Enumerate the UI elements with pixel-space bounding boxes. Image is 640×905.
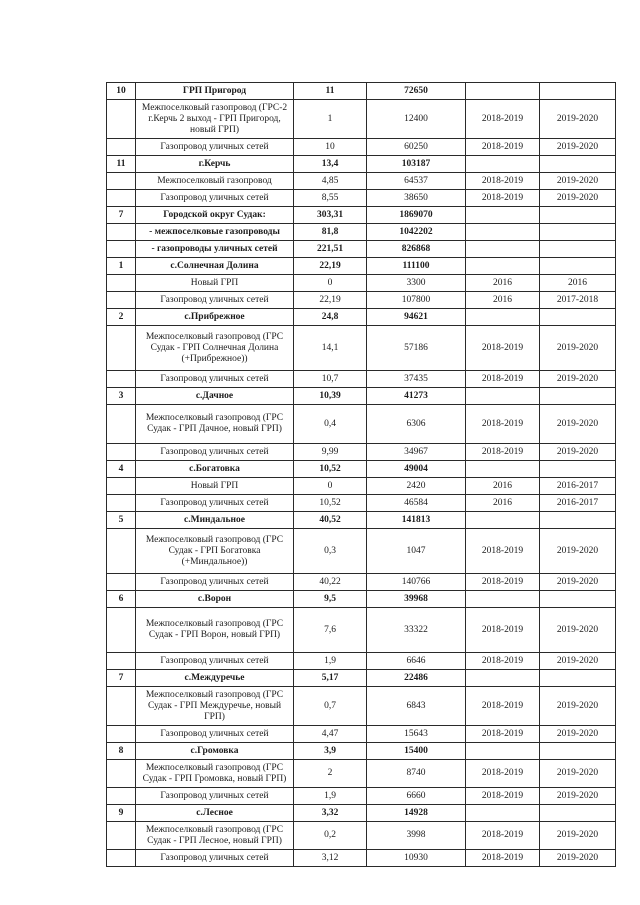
name-cell: с.Солнечная Долина (136, 258, 294, 275)
length-cell: 8,55 (294, 190, 367, 207)
name-cell: Газопровод уличных сетей (136, 495, 294, 512)
name-cell: Газопровод уличных сетей (136, 726, 294, 743)
cost-cell: 140766 (367, 574, 466, 591)
cost-cell: 3998 (367, 822, 466, 850)
length-cell: 4,47 (294, 726, 367, 743)
row-number-cell (107, 224, 136, 241)
design-period-cell: 2018-2019 (466, 850, 540, 867)
table-row (107, 574, 616, 591)
design-period-cell: 2018-2019 (466, 608, 540, 653)
row-number-cell (107, 687, 136, 726)
name-cell: с.Громовка (136, 743, 294, 760)
row-number-cell (107, 495, 136, 512)
table-body (107, 83, 616, 867)
table-row (107, 190, 616, 207)
row-number-cell (107, 371, 136, 388)
table-row (107, 670, 616, 687)
length-cell: 0,4 (294, 405, 367, 444)
name-cell: - газопроводы уличных сетей (136, 241, 294, 258)
construction-period-cell (540, 207, 616, 224)
cost-cell: 111100 (367, 258, 466, 275)
row-number-cell (107, 608, 136, 653)
design-period-cell: 2016 (466, 275, 540, 292)
name-cell: Газопровод уличных сетей (136, 444, 294, 461)
cost-cell: 49004 (367, 461, 466, 478)
cost-cell: 10930 (367, 850, 466, 867)
table-row (107, 653, 616, 670)
length-cell: 14,1 (294, 326, 367, 371)
design-period-cell: 2018-2019 (466, 444, 540, 461)
length-cell: 22,19 (294, 292, 367, 309)
length-cell: 1 (294, 100, 367, 139)
length-cell: 10,39 (294, 388, 367, 405)
row-number-cell (107, 326, 136, 371)
table-row (107, 405, 616, 444)
cost-cell: 6306 (367, 405, 466, 444)
length-cell: 1,9 (294, 788, 367, 805)
row-number-cell (107, 478, 136, 495)
design-period-cell: 2016 (466, 292, 540, 309)
cost-cell: 37435 (367, 371, 466, 388)
construction-period-cell (540, 309, 616, 326)
name-cell: Газопровод уличных сетей (136, 653, 294, 670)
length-cell: 9,5 (294, 591, 367, 608)
length-cell: 22,19 (294, 258, 367, 275)
construction-period-cell: 2019-2020 (540, 574, 616, 591)
cost-cell: 3300 (367, 275, 466, 292)
construction-period-cell: 2019-2020 (540, 326, 616, 371)
construction-period-cell (540, 156, 616, 173)
construction-period-cell: 2019-2020 (540, 139, 616, 156)
construction-period-cell (540, 670, 616, 687)
row-number-cell (107, 726, 136, 743)
row-number-cell (107, 760, 136, 788)
construction-period-cell: 2019-2020 (540, 529, 616, 574)
row-number-cell (107, 529, 136, 574)
cost-cell: 14928 (367, 805, 466, 822)
row-number-cell (107, 788, 136, 805)
cost-cell: 1869070 (367, 207, 466, 224)
name-cell: Газопровод уличных сетей (136, 788, 294, 805)
name-cell: с.Миндальное (136, 512, 294, 529)
cost-cell: 39968 (367, 591, 466, 608)
cost-cell: 12400 (367, 100, 466, 139)
construction-period-cell: 2019-2020 (540, 850, 616, 867)
table-row (107, 760, 616, 788)
table-row (107, 788, 616, 805)
cost-cell: 41273 (367, 388, 466, 405)
length-cell: 11 (294, 83, 367, 100)
table-row (107, 608, 616, 653)
name-cell: Газопровод уличных сетей (136, 574, 294, 591)
cost-cell: 2420 (367, 478, 466, 495)
row-number-cell: 7 (107, 207, 136, 224)
cost-cell: 94621 (367, 309, 466, 326)
row-number-cell: 5 (107, 512, 136, 529)
construction-period-cell: 2019-2020 (540, 726, 616, 743)
length-cell: 81,8 (294, 224, 367, 241)
table-row (107, 139, 616, 156)
table-row (107, 850, 616, 867)
row-number-cell (107, 653, 136, 670)
construction-period-cell: 2017-2018 (540, 292, 616, 309)
table-row (107, 478, 616, 495)
cost-cell: 57186 (367, 326, 466, 371)
name-cell: с.Лесное (136, 805, 294, 822)
design-period-cell (466, 224, 540, 241)
name-cell: Газопровод уличных сетей (136, 139, 294, 156)
row-number-cell: 1 (107, 258, 136, 275)
design-period-cell: 2018-2019 (466, 822, 540, 850)
design-period-cell: 2016 (466, 495, 540, 512)
construction-period-cell: 2019-2020 (540, 822, 616, 850)
name-cell: Новый ГРП (136, 275, 294, 292)
design-period-cell (466, 591, 540, 608)
table-row (107, 241, 616, 258)
row-number-cell: 2 (107, 309, 136, 326)
cost-cell: 107800 (367, 292, 466, 309)
design-period-cell (466, 156, 540, 173)
construction-period-cell (540, 461, 616, 478)
name-cell: Городской округ Судак: (136, 207, 294, 224)
design-period-cell (466, 512, 540, 529)
length-cell: 0,7 (294, 687, 367, 726)
table-row (107, 258, 616, 275)
row-number-cell: 11 (107, 156, 136, 173)
table-row (107, 224, 616, 241)
name-cell: - межпоселковые газопроводы (136, 224, 294, 241)
length-cell: 7,6 (294, 608, 367, 653)
design-period-cell (466, 743, 540, 760)
table-row (107, 100, 616, 139)
length-cell: 10,52 (294, 461, 367, 478)
cost-cell: 103187 (367, 156, 466, 173)
table-row (107, 292, 616, 309)
design-period-cell (466, 805, 540, 822)
name-cell: с.Междуречье (136, 670, 294, 687)
construction-period-cell (540, 224, 616, 241)
cost-cell: 15643 (367, 726, 466, 743)
row-number-cell: 10 (107, 83, 136, 100)
table-row (107, 83, 616, 100)
table-row (107, 822, 616, 850)
row-number-cell (107, 292, 136, 309)
design-period-cell (466, 388, 540, 405)
construction-period-cell: 2016-2017 (540, 478, 616, 495)
construction-period-cell (540, 241, 616, 258)
construction-period-cell: 2019-2020 (540, 760, 616, 788)
construction-period-cell (540, 388, 616, 405)
length-cell: 3,9 (294, 743, 367, 760)
length-cell: 40,52 (294, 512, 367, 529)
name-cell: с.Прибрежное (136, 309, 294, 326)
table-row (107, 388, 616, 405)
row-number-cell: 6 (107, 591, 136, 608)
row-number-cell: 8 (107, 743, 136, 760)
cost-cell: 72650 (367, 83, 466, 100)
cost-cell: 46584 (367, 495, 466, 512)
table-row (107, 461, 616, 478)
cost-cell: 60250 (367, 139, 466, 156)
construction-period-cell (540, 512, 616, 529)
name-cell: Газопровод уличных сетей (136, 850, 294, 867)
table-row (107, 444, 616, 461)
length-cell: 5,17 (294, 670, 367, 687)
name-cell: Межпоселковый газопровод (ГРС-2 г.Керчь 2 выход - ГРП Пригород, новый ГРП) (136, 100, 294, 139)
design-period-cell: 2018-2019 (466, 788, 540, 805)
cost-cell: 6660 (367, 788, 466, 805)
length-cell: 2 (294, 760, 367, 788)
construction-period-cell: 2019-2020 (540, 190, 616, 207)
design-period-cell: 2018-2019 (466, 190, 540, 207)
table-row (107, 207, 616, 224)
table-row (107, 591, 616, 608)
cost-cell: 826868 (367, 241, 466, 258)
cost-cell: 38650 (367, 190, 466, 207)
length-cell: 3,12 (294, 850, 367, 867)
length-cell: 10,52 (294, 495, 367, 512)
design-period-cell: 2018-2019 (466, 653, 540, 670)
design-period-cell: 2018-2019 (466, 326, 540, 371)
table-row (107, 173, 616, 190)
table-row (107, 687, 616, 726)
construction-period-cell: 2019-2020 (540, 173, 616, 190)
cost-cell: 22486 (367, 670, 466, 687)
construction-period-cell: 2019-2020 (540, 405, 616, 444)
design-period-cell: 2018-2019 (466, 100, 540, 139)
row-number-cell (107, 241, 136, 258)
table-row (107, 371, 616, 388)
row-number-cell (107, 822, 136, 850)
row-number-cell (107, 190, 136, 207)
length-cell: 1,9 (294, 653, 367, 670)
row-number-cell: 9 (107, 805, 136, 822)
row-number-cell (107, 275, 136, 292)
construction-period-cell: 2019-2020 (540, 687, 616, 726)
construction-period-cell: 2016 (540, 275, 616, 292)
table-row (107, 529, 616, 574)
gas-pipeline-table (106, 82, 616, 867)
name-cell: Межпоселковый газопровод (ГРС Судак - ГРП Дачное, новый ГРП) (136, 405, 294, 444)
length-cell: 303,31 (294, 207, 367, 224)
design-period-cell (466, 241, 540, 258)
cost-cell: 6843 (367, 687, 466, 726)
construction-period-cell (540, 743, 616, 760)
construction-period-cell (540, 83, 616, 100)
name-cell: Межпоселковый газопровод (ГРС Судак - ГРП Ворон, новый ГРП) (136, 608, 294, 653)
name-cell: с.Богатовка (136, 461, 294, 478)
table-row (107, 512, 616, 529)
table-row (107, 743, 616, 760)
design-period-cell (466, 461, 540, 478)
construction-period-cell (540, 591, 616, 608)
table-row (107, 495, 616, 512)
length-cell: 0,3 (294, 529, 367, 574)
cost-cell: 64537 (367, 173, 466, 190)
table-row (107, 805, 616, 822)
length-cell: 24,8 (294, 309, 367, 326)
cost-cell: 33322 (367, 608, 466, 653)
table-row (107, 156, 616, 173)
length-cell: 40,22 (294, 574, 367, 591)
name-cell: Газопровод уличных сетей (136, 190, 294, 207)
table-row (107, 326, 616, 371)
cost-cell: 1047 (367, 529, 466, 574)
cost-cell: 15400 (367, 743, 466, 760)
name-cell: г.Керчь (136, 156, 294, 173)
length-cell: 3,32 (294, 805, 367, 822)
length-cell: 221,51 (294, 241, 367, 258)
cost-cell: 141813 (367, 512, 466, 529)
name-cell: Газопровод уличных сетей (136, 371, 294, 388)
row-number-cell (107, 100, 136, 139)
design-period-cell (466, 207, 540, 224)
length-cell: 10 (294, 139, 367, 156)
name-cell: ГРП Пригород (136, 83, 294, 100)
length-cell: 9,99 (294, 444, 367, 461)
construction-period-cell (540, 258, 616, 275)
name-cell: Межпоселковый газопровод (ГРС Судак - ГРП Солнечная Долина (+Прибрежное)) (136, 326, 294, 371)
name-cell: с.Ворон (136, 591, 294, 608)
construction-period-cell: 2019-2020 (540, 371, 616, 388)
cost-cell: 6646 (367, 653, 466, 670)
row-number-cell (107, 444, 136, 461)
construction-period-cell: 2019-2020 (540, 788, 616, 805)
length-cell: 10,7 (294, 371, 367, 388)
design-period-cell: 2018-2019 (466, 574, 540, 591)
row-number-cell (107, 405, 136, 444)
design-period-cell: 2018-2019 (466, 139, 540, 156)
table-row (107, 309, 616, 326)
row-number-cell (107, 139, 136, 156)
design-period-cell (466, 83, 540, 100)
design-period-cell: 2018-2019 (466, 760, 540, 788)
design-period-cell (466, 670, 540, 687)
length-cell: 0 (294, 275, 367, 292)
row-number-cell (107, 173, 136, 190)
name-cell: Межпоселковый газопровод (ГРС Судак - ГРП Богатовка (+Миндальное)) (136, 529, 294, 574)
design-period-cell (466, 258, 540, 275)
row-number-cell (107, 850, 136, 867)
row-number-cell: 4 (107, 461, 136, 478)
construction-period-cell: 2019-2020 (540, 444, 616, 461)
construction-period-cell: 2019-2020 (540, 653, 616, 670)
document-page (106, 82, 616, 867)
name-cell: с.Дачное (136, 388, 294, 405)
row-number-cell: 3 (107, 388, 136, 405)
row-number-cell (107, 574, 136, 591)
design-period-cell: 2018-2019 (466, 173, 540, 190)
design-period-cell: 2018-2019 (466, 405, 540, 444)
construction-period-cell: 2019-2020 (540, 608, 616, 653)
design-period-cell: 2016 (466, 478, 540, 495)
design-period-cell: 2018-2019 (466, 687, 540, 726)
construction-period-cell: 2019-2020 (540, 100, 616, 139)
cost-cell: 8740 (367, 760, 466, 788)
length-cell: 13,4 (294, 156, 367, 173)
length-cell: 0 (294, 478, 367, 495)
design-period-cell: 2018-2019 (466, 726, 540, 743)
name-cell: Межпоселковый газопровод (ГРС Судак - ГРП Лесное, новый ГРП) (136, 822, 294, 850)
table-row (107, 275, 616, 292)
design-period-cell (466, 309, 540, 326)
name-cell: Новый ГРП (136, 478, 294, 495)
design-period-cell: 2018-2019 (466, 371, 540, 388)
name-cell: Межпоселковый газопровод (ГРС Судак - ГРП Громовка, новый ГРП) (136, 760, 294, 788)
length-cell: 0,2 (294, 822, 367, 850)
length-cell: 4,85 (294, 173, 367, 190)
construction-period-cell: 2016-2017 (540, 495, 616, 512)
design-period-cell: 2018-2019 (466, 529, 540, 574)
table-row (107, 726, 616, 743)
name-cell: Межпоселковый газопровод (ГРС Судак - ГРП Междуречье, новый ГРП) (136, 687, 294, 726)
name-cell: Газопровод уличных сетей (136, 292, 294, 309)
cost-cell: 34967 (367, 444, 466, 461)
name-cell: Межпоселковый газопровод (136, 173, 294, 190)
cost-cell: 1042202 (367, 224, 466, 241)
row-number-cell: 7 (107, 670, 136, 687)
construction-period-cell (540, 805, 616, 822)
